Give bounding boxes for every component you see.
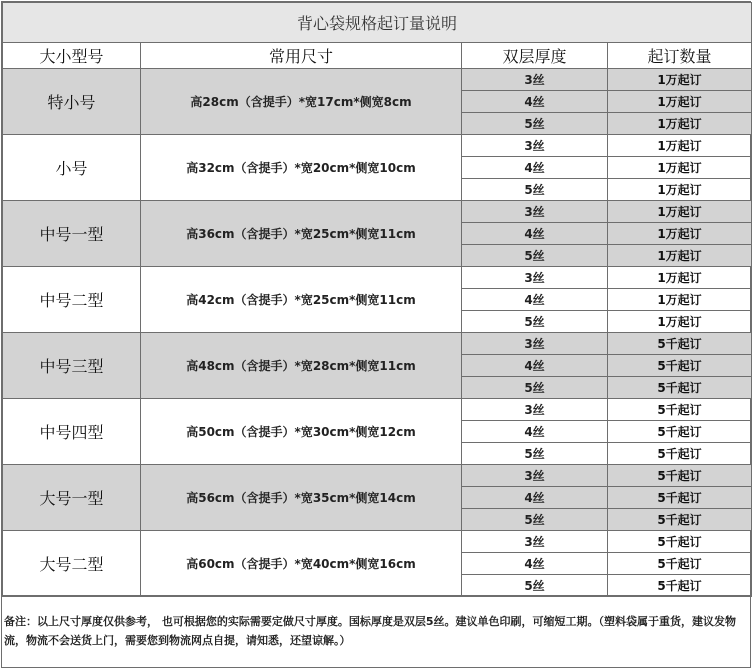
size-name-cell: 中号四型 [3, 399, 141, 465]
thickness-cell: 3丝 [462, 201, 608, 223]
size-name-cell: 大号二型 [3, 531, 141, 597]
remarks-note: 备注：以上尺寸厚度仅供参考， 也可根据您的实际需要定做尺寸厚度。国标厚度是双层5丝。建议单色印刷，可缩短工期。（塑料袋属于重货，建议发物流，物流不会送货上门，需要您到物流网点自提，请知悉，还望谅解。） [2, 595, 750, 667]
thickness-cell: 3丝 [462, 399, 608, 421]
size-name-cell: 中号三型 [3, 333, 141, 399]
thickness-cell: 5丝 [462, 575, 608, 597]
dimensions-cell: 高56cm（含提手）*宽35cm*侧宽14cm [141, 465, 462, 531]
dimensions-cell: 高36cm（含提手）*宽25cm*侧宽11cm [141, 201, 462, 267]
table-row [3, 465, 752, 487]
table-row [3, 399, 752, 421]
moq-cell: 1万起订 [608, 311, 752, 333]
thickness-cell: 4丝 [462, 553, 608, 575]
size-name-cell: 小号 [3, 135, 141, 201]
moq-cell: 1万起订 [608, 179, 752, 201]
dimensions-cell: 高48cm（含提手）*宽28cm*侧宽11cm [141, 333, 462, 399]
moq-cell: 1万起订 [608, 91, 752, 113]
thickness-cell: 4丝 [462, 157, 608, 179]
moq-cell: 5千起订 [608, 443, 752, 465]
moq-cell: 5千起订 [608, 377, 752, 399]
moq-cell: 5千起订 [608, 465, 752, 487]
thickness-cell: 5丝 [462, 245, 608, 267]
moq-cell: 5千起订 [608, 553, 752, 575]
thickness-cell: 3丝 [462, 333, 608, 355]
thickness-cell: 3丝 [462, 531, 608, 553]
thickness-cell: 3丝 [462, 135, 608, 157]
thickness-cell: 4丝 [462, 487, 608, 509]
moq-cell: 1万起订 [608, 157, 752, 179]
thickness-cell: 4丝 [462, 223, 608, 245]
spec-table [2, 2, 752, 597]
thickness-cell: 5丝 [462, 377, 608, 399]
thickness-cell: 5丝 [462, 113, 608, 135]
table-row [3, 531, 752, 553]
size-name-cell: 特小号 [3, 69, 141, 135]
table-row [3, 69, 752, 91]
thickness-cell: 4丝 [462, 91, 608, 113]
header-moq: 起订数量 [608, 43, 752, 69]
spec-body [3, 69, 752, 597]
header-size: 大小型号 [3, 43, 141, 69]
thickness-cell: 4丝 [462, 421, 608, 443]
thickness-cell: 5丝 [462, 443, 608, 465]
thickness-cell: 3丝 [462, 69, 608, 91]
thickness-cell: 3丝 [462, 267, 608, 289]
table-row [3, 267, 752, 289]
moq-cell: 1万起订 [608, 267, 752, 289]
moq-cell: 5千起订 [608, 355, 752, 377]
header-dimensions: 常用尺寸 [141, 43, 462, 69]
moq-cell: 1万起订 [608, 245, 752, 267]
dimensions-cell: 高60cm（含提手）*宽40cm*侧宽16cm [141, 531, 462, 597]
moq-cell: 5千起订 [608, 421, 752, 443]
moq-cell: 5千起订 [608, 531, 752, 553]
moq-cell: 5千起订 [608, 509, 752, 531]
moq-cell: 1万起订 [608, 113, 752, 135]
thickness-cell: 4丝 [462, 355, 608, 377]
table-row [3, 333, 752, 355]
dimensions-cell: 高32cm（含提手）*宽20cm*侧宽10cm [141, 135, 462, 201]
thickness-cell: 5丝 [462, 179, 608, 201]
size-name-cell: 中号一型 [3, 201, 141, 267]
moq-cell: 1万起订 [608, 201, 752, 223]
moq-cell: 5千起订 [608, 487, 752, 509]
dimensions-cell: 高42cm（含提手）*宽25cm*侧宽11cm [141, 267, 462, 333]
size-name-cell: 中号二型 [3, 267, 141, 333]
thickness-cell: 5丝 [462, 509, 608, 531]
thickness-cell: 4丝 [462, 289, 608, 311]
moq-cell: 1万起订 [608, 135, 752, 157]
table-row [3, 201, 752, 223]
spec-sheet [1, 1, 751, 668]
dimensions-cell: 高50cm（含提手）*宽30cm*侧宽12cm [141, 399, 462, 465]
table-row [3, 135, 752, 157]
thickness-cell: 5丝 [462, 311, 608, 333]
size-name-cell: 大号一型 [3, 465, 141, 531]
moq-cell: 1万起订 [608, 289, 752, 311]
moq-cell: 1万起订 [608, 223, 752, 245]
dimensions-cell: 高28cm（含提手）*宽17cm*侧宽8cm [141, 69, 462, 135]
header-thickness: 双层厚度 [462, 43, 608, 69]
moq-cell: 5千起订 [608, 399, 752, 421]
moq-cell: 1万起订 [608, 69, 752, 91]
moq-cell: 5千起订 [608, 575, 752, 597]
table-title: 背心袋规格起订量说明 [3, 3, 752, 43]
moq-cell: 5千起订 [608, 333, 752, 355]
thickness-cell: 3丝 [462, 465, 608, 487]
